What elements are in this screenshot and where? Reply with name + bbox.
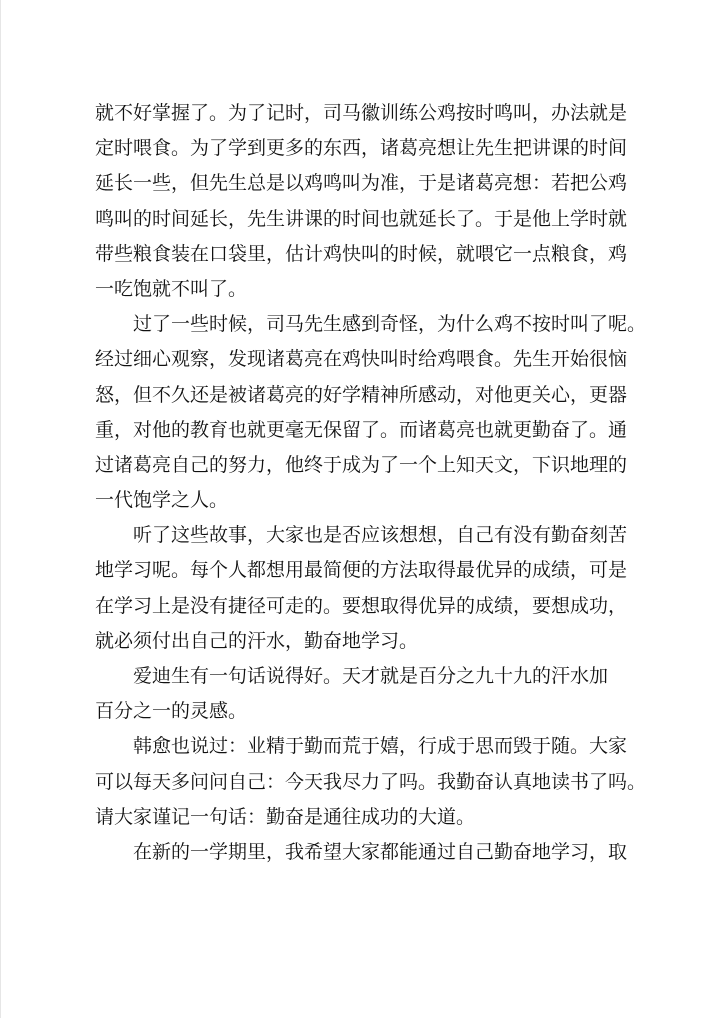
text-line: 听了这些故事，大家也是否应该想想，自己有没有勤奋刻苦	[133, 524, 628, 547]
text-line: 延长一些，但先生总是以鸡鸣叫为准，于是诸葛亮想：若把公鸡	[95, 172, 628, 195]
text-line: 地学习呢。每个人都想用最简便的方法取得最优异的成绩，可是	[95, 559, 628, 582]
text-line: 怒，但不久还是被诸葛亮的好学精神所感动，对他更关心，更器	[95, 383, 628, 406]
text-line: 过了一些时候，司马先生感到奇怪，为什么鸡不按时叫了呢。	[133, 313, 647, 336]
text-line: 定时喂食。为了学到更多的东西，诸葛亮想让先生把讲课的时间	[95, 137, 628, 160]
text-line: 可以每天多问问自己：今天我尽力了吗。我勤奋认真地读书了吗。	[95, 770, 647, 793]
text-line: 重，对他的教育也就更毫无保留了。而诸葛亮也就更勤奋了。通	[95, 418, 628, 441]
text-line: 韩愈也说过：业精于勤而荒于嬉，行成于思而毁于随。大家	[133, 735, 628, 758]
text-line: 一代饱学之人。	[95, 489, 229, 512]
text-line: 在学习上是没有捷径可走的。要想取得优异的成绩，要想成功，	[95, 594, 628, 617]
document-body	[95, 96, 647, 870]
text-line: 请大家谨记一句话：勤奋是通往成功的大道。	[95, 805, 476, 828]
text-line: 就必须付出自己的汗水，勤奋地学习。	[95, 629, 419, 652]
text-line: 带些粮食装在口袋里，估计鸡快叫的时候，就喂它一点粮食，鸡	[95, 242, 628, 265]
text-line: 爱迪生有一句话说得好。天才就是百分之九十九的汗水加	[133, 665, 609, 687]
text-line: 在新的一学期里，我希望大家都能通过自己勤奋地学习，取	[133, 840, 628, 863]
text-line: 过诸葛亮自己的努力，他终于成为了一个上知天文，下识地理的	[95, 453, 628, 476]
text-line: 鸣叫的时间延长，先生讲课的时间也就延长了。于是他上学时就	[95, 207, 628, 230]
text-line: 经过细心观察，发现诸葛亮在鸡快叫时给鸡喂食。先生开始很恼	[95, 348, 628, 371]
text-line: 就不好掌握了。为了记时，司马徽训练公鸡按时鸣叫，办法就是	[95, 102, 628, 124]
page-left-border	[0, 0, 1, 1018]
text-line: 一吃饱就不叫了。	[95, 277, 248, 300]
text-line: 百分之一的灵感。	[95, 700, 248, 723]
